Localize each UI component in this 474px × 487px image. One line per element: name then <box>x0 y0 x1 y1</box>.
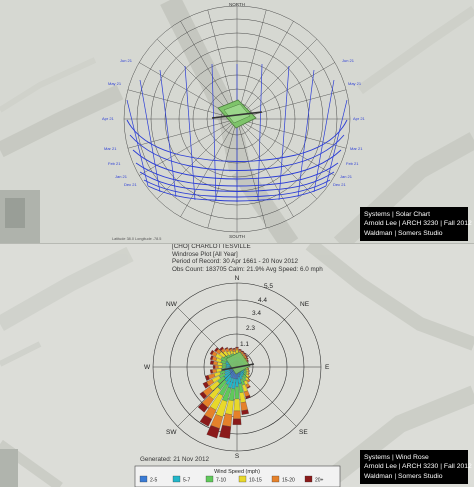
legend-swatch <box>140 476 147 482</box>
wind-petal-segment <box>219 425 231 438</box>
period-of-record: Period of Record: 30 Apr 1661 - 20 Nov 2012 <box>172 258 299 266</box>
date-label: Apr 21 <box>353 116 365 121</box>
wind-rose-panel <box>0 244 474 487</box>
legend-label: 15-20 <box>282 477 295 484</box>
wind-petal-segment <box>213 365 215 369</box>
wind-petal-segment <box>236 348 239 350</box>
wind-petal-segment <box>233 411 241 419</box>
wind-rose-header <box>172 244 323 273</box>
date-label: Dec 21 <box>333 182 346 187</box>
caption-line: Waldman | Somers Studio <box>364 472 443 480</box>
ring-label: 1.1 <box>240 341 250 348</box>
caption-line: Systems | Solar Chart <box>364 211 430 218</box>
legend-label: 2-5 <box>150 477 158 484</box>
north-label: NORTH <box>229 2 245 7</box>
dir-label-sw: SW <box>166 429 177 436</box>
wind-petal-segment <box>235 387 240 399</box>
date-label: Apr 21 <box>102 116 114 121</box>
wind-petal-segment <box>233 419 241 425</box>
legend-swatch <box>206 476 213 482</box>
date-label: Jun 21 <box>120 58 133 63</box>
wind-petal-segment <box>236 347 239 348</box>
dir-label-n: N <box>234 275 240 282</box>
azimuth-spoke <box>139 119 237 176</box>
wind-petal-segment <box>234 399 240 411</box>
dir-label-ne: NE <box>300 301 310 308</box>
date-label: May 21 <box>108 81 122 86</box>
wind-petal-segment <box>215 365 218 368</box>
date-label: Jan 21 <box>115 174 128 179</box>
dir-label-w: W <box>144 364 151 371</box>
legend-label: 20+ <box>315 477 324 484</box>
date-label: Feb 21 <box>108 161 121 166</box>
wind-petal-segment <box>236 350 238 353</box>
date-label: Jun 21 <box>342 58 355 63</box>
caption-line: Systems | Wind Rose <box>364 454 429 461</box>
date-label: Mar 21 <box>350 146 363 151</box>
caption-line: Waldman | Somers Studio <box>364 229 443 237</box>
date-label: Jan 21 <box>340 174 353 179</box>
azimuth-spoke <box>237 21 294 119</box>
legend-swatch <box>173 476 180 482</box>
wind-petal-segment <box>232 348 235 349</box>
wind-petal-segment <box>241 402 248 411</box>
legend-label: 7-10 <box>216 477 227 484</box>
ring-label: 5.5 <box>264 283 274 290</box>
generated-date: Generated: 21 Nov 2012 <box>140 456 209 463</box>
date-label: May 21 <box>348 81 362 86</box>
wind-petal-segment <box>222 366 226 368</box>
wind-petal-segment <box>213 361 218 365</box>
dir-label-s: S <box>234 453 240 460</box>
wind-petal-segment <box>236 379 239 387</box>
ring-label: 4.4 <box>258 297 268 304</box>
caption-line: Arnold Lee | ARCH 3230 | Fall 2012 <box>364 463 472 471</box>
azimuth-spoke <box>237 119 346 148</box>
date-label: Feb 21 <box>346 161 359 166</box>
solar-caption-box <box>360 207 472 241</box>
south-label: SOUTH <box>229 234 245 239</box>
date-label: Dec 21 <box>124 182 137 187</box>
dir-label-se: SE <box>299 429 308 436</box>
caption-line: Arnold Lee | ARCH 3230 | Fall 2012 <box>364 220 472 228</box>
legend-label: 10-15 <box>249 477 262 484</box>
azimuth-spoke <box>237 39 317 119</box>
ring-label: 2.3 <box>246 325 256 332</box>
wind-petal-segment <box>226 366 230 368</box>
azimuth-spoke <box>237 119 335 176</box>
dir-label-nw: NW <box>166 301 177 308</box>
wind-petal-segment <box>233 351 236 354</box>
obs-summary: Obs Count: 183705 Calm: 21.9% Avg Speed: 6.0 mph <box>172 265 323 273</box>
wind-caption-box <box>360 450 472 484</box>
azimuth-spoke <box>157 119 237 199</box>
legend-label: 5-7 <box>183 477 191 484</box>
dir-label-e: E <box>325 364 330 371</box>
legend-swatch <box>239 476 246 482</box>
wind-speed-legend <box>135 466 340 487</box>
legend-swatch <box>272 476 279 482</box>
date-label: Mar 21 <box>104 146 117 151</box>
legend-title: Wind Speed (mph) <box>214 469 260 475</box>
station-name: [CHO] CHARLOTTESVILLE <box>172 244 251 250</box>
legend-swatch <box>305 476 312 482</box>
azimuth-spoke <box>128 119 237 148</box>
wind-petal-segment <box>210 360 214 364</box>
wind-petal-segment <box>239 349 242 350</box>
solar-footer-note: Latitude 38.0 Longitude -78.5 <box>112 237 162 241</box>
wind-petal-segment <box>218 366 222 369</box>
ring-label: 3.4 <box>252 310 262 317</box>
plot-type: Windrose Plot [All Year] <box>172 250 238 258</box>
